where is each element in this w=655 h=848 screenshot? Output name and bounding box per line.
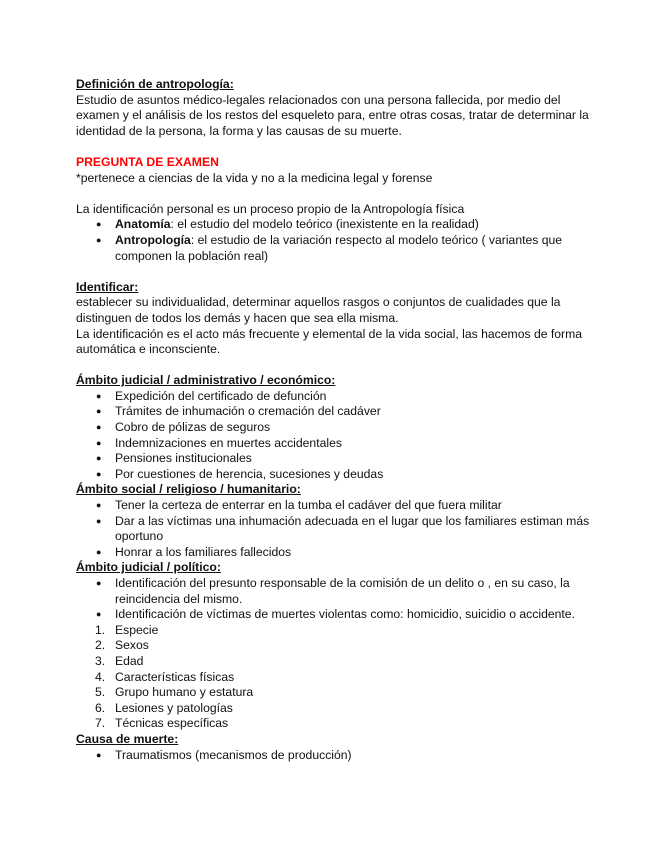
- bullet-icon: ●: [96, 578, 102, 588]
- heading-causa: Causa de muerte:: [76, 731, 179, 746]
- list-item: [76, 670, 596, 686]
- list-item: [76, 545, 596, 561]
- list-item-text: Traumatismos (mecanismos de producción): [115, 747, 352, 762]
- list-item: [76, 451, 596, 467]
- list-number: 5.: [95, 685, 106, 700]
- list-item: [76, 638, 596, 654]
- heading-judicial: Ámbito judicial / administrativo / económico:: [76, 373, 336, 388]
- paragraph-line: Estudio de asuntos médico-legales relacionados con una persona fallecida, por medio del: [76, 92, 561, 107]
- paragraph-line: La identificación es el acto más frecuente y elemental de la vida social, las hacemos de forma: [76, 326, 583, 341]
- list-item-text: Cobro de pólizas de seguros: [115, 420, 271, 435]
- heading-social: Ámbito social / religioso / humanitario:: [76, 482, 301, 497]
- list-item: [76, 748, 596, 764]
- bullet-icon: ●: [96, 422, 102, 433]
- list-item-text: Identificación del presunto responsable de la comisión de un delito o , en su caso, la: [115, 576, 570, 590]
- list-item: [76, 654, 596, 670]
- list-item: [76, 420, 596, 436]
- list-item: [76, 389, 596, 405]
- list-item: [76, 716, 596, 732]
- list-item-text: Dar a las víctimas una inhumación adecuada en el lugar que los familiares estiman más: [115, 513, 590, 528]
- list-item-text: reincidencia del mismo.: [115, 591, 243, 606]
- list-item-text: Características físicas: [115, 669, 235, 684]
- list-item-text: Técnicas específicas: [115, 716, 229, 731]
- list-item-text: Indemnizaciones en muertes accidentales: [115, 435, 342, 450]
- list-item-text: oportuno: [115, 529, 164, 544]
- list-item: [76, 607, 596, 623]
- document-page: [76, 77, 596, 763]
- list-number: 3.: [95, 653, 106, 668]
- list-item: [76, 498, 596, 514]
- list-item: [76, 233, 596, 264]
- identification-intro: La identificación personal es un proceso propio de la Antropología física: [76, 201, 465, 216]
- list-number: 6.: [95, 700, 106, 715]
- paragraph-line: identidad de la persona, la forma y las causas de su muerte.: [76, 123, 402, 138]
- judicial-list: [76, 389, 596, 483]
- bullet-icon: ●: [96, 234, 102, 245]
- paragraph-line: examen y el análisis de los restos del esqueleto para, entre otras cosas, tratar de determinar la: [76, 108, 589, 123]
- list-item-text: Especie: [115, 622, 159, 637]
- list-item: [76, 467, 596, 483]
- politico-list: [76, 576, 596, 623]
- list-item-text: Lesiones y patologías: [115, 700, 233, 715]
- social-list: [76, 498, 596, 560]
- heading-politico: Ámbito judicial / político:: [76, 560, 221, 575]
- list-item: [76, 514, 596, 545]
- list-item-text: Honrar a los familiares fallecidos: [115, 544, 292, 559]
- causa-list: [76, 748, 596, 764]
- list-number: 4.: [95, 669, 106, 684]
- list-number: 1.: [95, 622, 106, 637]
- list-item-text: Edad: [115, 653, 144, 668]
- paragraph-line: automática e inconsciente.: [76, 342, 221, 357]
- heading-identificar: Identificar:: [76, 279, 139, 294]
- list-item: [76, 404, 596, 420]
- bullet-icon: ●: [96, 609, 102, 620]
- list-item: [76, 576, 596, 607]
- term-description: : el estudio del modelo teórico (inexistente en la realidad): [170, 217, 479, 232]
- list-number: 7.: [95, 716, 106, 731]
- list-item-text: Trámites de inhumación o cremación del cadáver: [115, 404, 381, 419]
- term-description: componen la población real): [115, 248, 269, 263]
- bullet-icon: ●: [96, 453, 102, 464]
- list-number: 2.: [95, 638, 106, 653]
- bullet-icon: ●: [96, 468, 102, 479]
- list-item-text: Pensiones institucionales: [115, 451, 252, 466]
- bullet-icon: ●: [96, 437, 102, 448]
- list-item-text: Identificación de víctimas de muertes violentas como: homicidio, suicidio o accidente.: [115, 607, 575, 622]
- numbered-list: [76, 623, 596, 732]
- exam-question-label: PREGUNTA DE EXAMEN: [76, 154, 219, 169]
- term-description: : el estudio de la variación respecto al modelo teórico ( variantes que: [190, 232, 563, 247]
- bullet-icon: ●: [96, 219, 102, 230]
- list-item: [76, 436, 596, 452]
- list-item-text: Expedición del certificado de defunción: [115, 388, 327, 403]
- bullet-icon: ●: [96, 749, 102, 760]
- list-item-text: Sexos: [115, 638, 149, 653]
- heading-definicion: Definición de antropología:: [76, 77, 234, 91]
- bullet-icon: ●: [96, 406, 102, 417]
- bullet-icon: ●: [96, 390, 102, 401]
- list-item: [76, 685, 596, 701]
- paragraph-line: establecer su individualidad, determinar aquellos rasgos o conjuntos de cualidades que la: [76, 295, 561, 310]
- term: Anatomía: [115, 217, 171, 232]
- bullet-icon: ●: [96, 546, 102, 557]
- paragraph-line: distinguen de todos los demás y hacen que sea ella misma.: [76, 310, 399, 325]
- bullet-icon: ●: [96, 500, 102, 511]
- definition-list: [76, 217, 596, 264]
- list-item-text: Tener la certeza de enterrar en la tumba el cadáver del que fuera militar: [115, 498, 502, 513]
- list-item: [76, 623, 596, 639]
- list-item-text: Por cuestiones de herencia, sucesiones y deudas: [115, 466, 384, 481]
- list-item: [76, 701, 596, 717]
- list-item-text: Grupo humano y estatura: [115, 685, 254, 700]
- term: Antropología: [115, 232, 191, 247]
- exam-note: *pertenece a ciencias de la vida y no a la medicina legal y forense: [76, 170, 433, 185]
- bullet-icon: ●: [96, 515, 102, 526]
- list-item: [76, 217, 596, 233]
